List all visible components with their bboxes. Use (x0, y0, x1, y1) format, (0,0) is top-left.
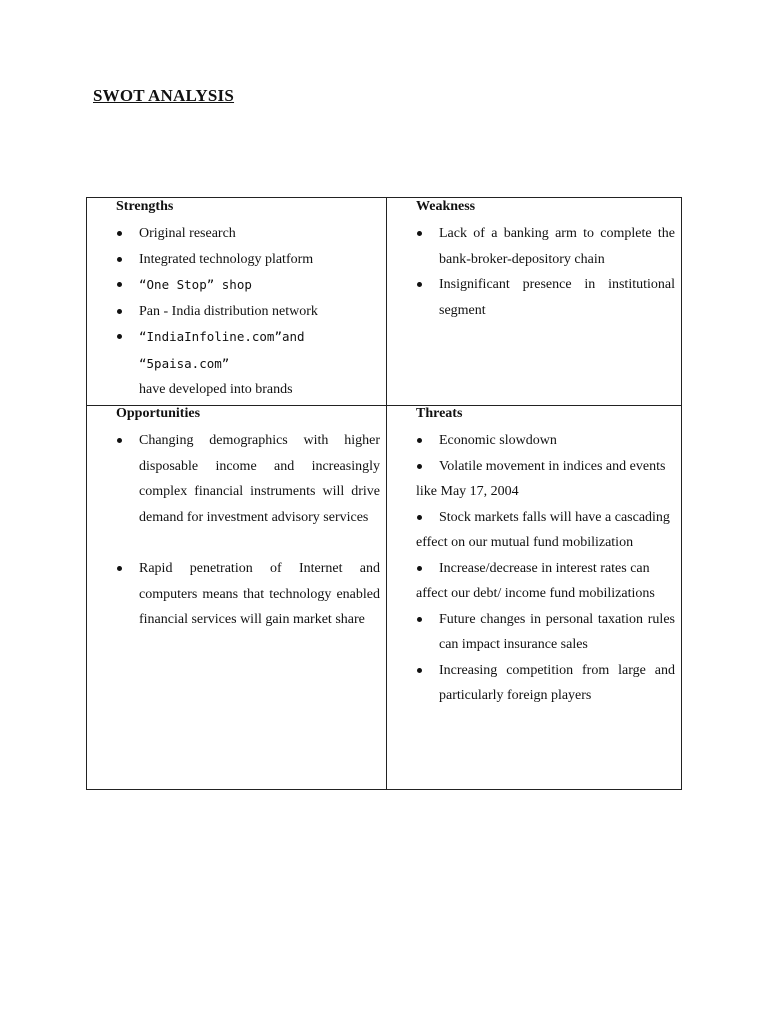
list-item: Changing demographics with higher disposable income and increasingly complex financial instruments will drive demand for investment advisory services (116, 428, 380, 530)
list-item: Rapid penetration of Internet and computers means that technology enabled financial services will gain market share (116, 556, 380, 633)
threats-list (416, 428, 675, 709)
weakness-quadrant (416, 198, 675, 323)
weakness-heading: Weakness (416, 199, 476, 214)
strengths-quadrant (116, 198, 380, 403)
list-item: Increasing competition from large and particularly foreign players (416, 658, 675, 709)
list-item: Pan - India distribution network (116, 299, 380, 325)
table-divider-vertical (386, 198, 387, 789)
weakness-list (416, 221, 675, 323)
strengths-list (116, 221, 380, 403)
threats-quadrant (416, 405, 675, 709)
list-item (116, 324, 380, 403)
list-item: Original research (116, 221, 380, 247)
list-item (116, 272, 380, 299)
opportunities-heading: Opportunities (116, 406, 201, 421)
opportunities-list (116, 428, 380, 633)
brands-line-2: have developed into brands (139, 382, 293, 397)
list-item: Volatile movement in indices and events like May 17, 2004 (416, 454, 675, 505)
list-item: Integrated technology platform (116, 247, 380, 273)
brands-line-1: “IndiaInfoline.com”and “5paisa.com” (139, 329, 305, 371)
one-stop-text: “One Stop” shop (139, 277, 252, 292)
page-title: SWOT ANALYSIS (93, 86, 235, 105)
strengths-heading: Strengths (116, 199, 174, 214)
swot-table (86, 197, 682, 790)
list-item: Economic slowdown (416, 428, 675, 454)
threats-heading: Threats (416, 406, 463, 421)
list-item: Future changes in personal taxation rules can impact insurance sales (416, 607, 675, 658)
list-item: Stock markets falls will have a cascading effect on our mutual fund mobilization (416, 505, 675, 556)
list-item: Insignificant presence in institutional segment (416, 272, 675, 323)
list-item: Lack of a banking arm to complete the bank-broker-depository chain (416, 221, 675, 272)
list-item: Increase/decrease in interest rates can affect our debt/ income fund mobilizations (416, 556, 675, 607)
opportunities-quadrant (116, 405, 380, 633)
